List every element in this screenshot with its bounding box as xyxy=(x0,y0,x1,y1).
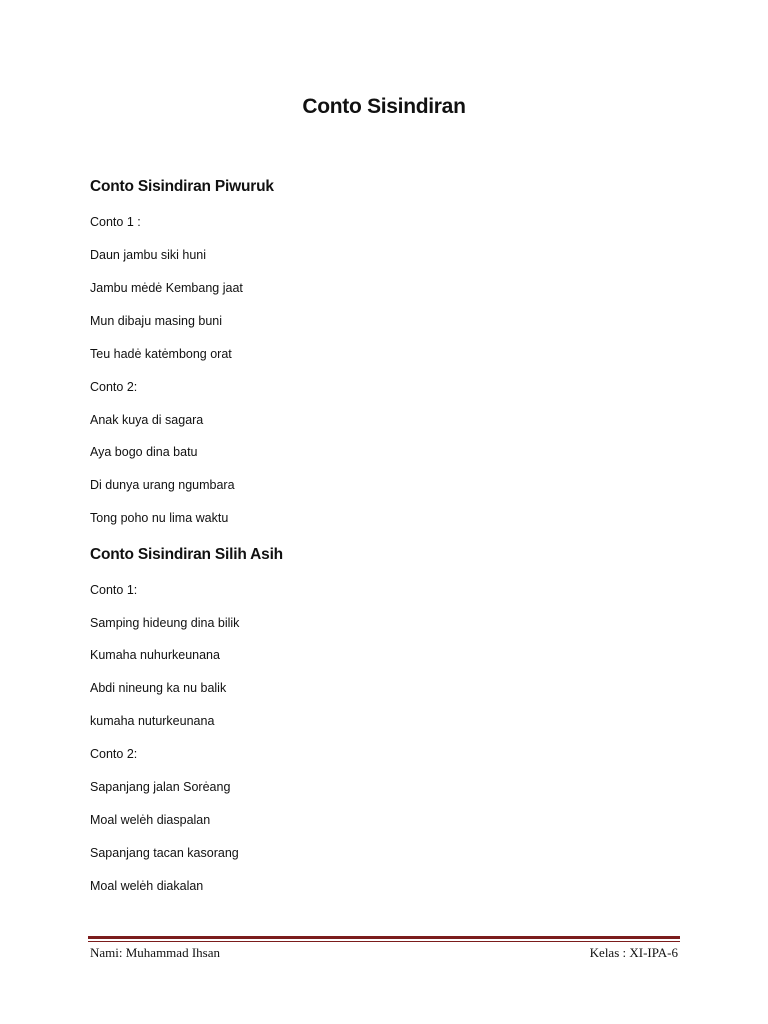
text-line: Abdi nineung ka nu balik xyxy=(90,681,227,695)
text-line: Sapanjang jalan Sorėang xyxy=(90,780,231,794)
text-line: Teu hadė katėmbong orat xyxy=(90,347,232,361)
footer-author-name: Nami: Muhammad Ihsan xyxy=(90,945,220,960)
footer-divider xyxy=(88,936,680,939)
text-line: Samping hideung dina bilik xyxy=(90,616,240,630)
text-line: Aya bogo dina batu xyxy=(90,445,198,459)
section-heading-silih-asih: Conto Sisindiran Silih Asih xyxy=(90,546,283,563)
text-line: Moal welėh diakalan xyxy=(90,879,204,893)
text-line: Di dunya urang ngumbara xyxy=(90,478,235,492)
text-line: kumaha nuturkeunana xyxy=(90,714,215,728)
footer-class-label: Kelas : XI-IPA-6 xyxy=(589,945,678,960)
section-heading-piwuruk: Conto Sisindiran Piwuruk xyxy=(90,178,274,195)
text-line: Conto 1: xyxy=(90,583,138,597)
text-line: Moal welėh diaspalan xyxy=(90,813,211,827)
text-line: Mun dibaju masing buni xyxy=(90,314,223,328)
page-title: Conto Sisindiran xyxy=(302,95,466,118)
text-line: Conto 2: xyxy=(90,380,138,394)
text-line: Kumaha nuhurkeunana xyxy=(90,648,220,662)
text-line: Jambu mėdė Kembang jaat xyxy=(90,281,243,295)
text-line: Sapanjang tacan kasorang xyxy=(90,846,239,860)
text-line: Daun jambu siki huni xyxy=(90,248,207,262)
text-line: Conto 1 : xyxy=(90,215,141,229)
text-line: Conto 2: xyxy=(90,747,138,761)
text-line: Tong poho nu lima waktu xyxy=(90,511,229,525)
footer-divider-thin xyxy=(88,941,680,942)
text-line: Anak kuya di sagara xyxy=(90,413,204,427)
